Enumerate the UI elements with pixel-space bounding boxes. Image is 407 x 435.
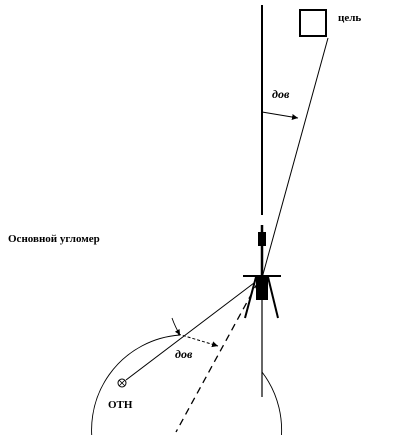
dov-upper-label: дов	[272, 87, 290, 101]
target-marker	[300, 10, 326, 36]
target-label: цель	[338, 12, 362, 24]
goniometer-instrument	[243, 225, 281, 318]
oth-marker	[118, 379, 126, 387]
dov-lower-label: дов	[175, 347, 193, 361]
dov-lower-arc	[178, 334, 218, 346]
oth-label: ОТН	[108, 399, 133, 411]
goniometer-arc-arrow	[172, 318, 180, 335]
line-to-target	[262, 38, 328, 278]
dov-upper-arc	[262, 112, 298, 118]
line-to-oth	[126, 283, 254, 380]
main-goniometer-label: Основной угломер	[8, 233, 100, 245]
